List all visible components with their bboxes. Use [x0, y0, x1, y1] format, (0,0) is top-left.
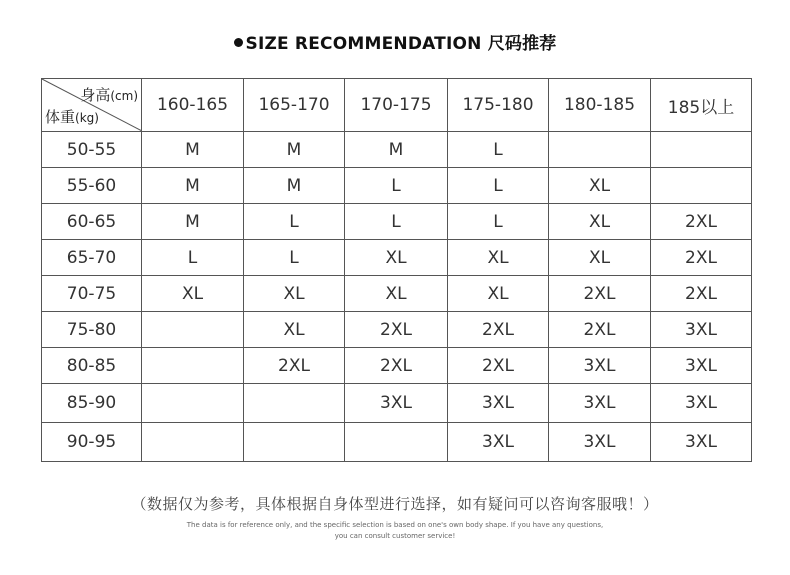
size-cell: XL: [448, 240, 549, 276]
weight-cell: 65-70: [42, 240, 142, 276]
size-cell: XL: [345, 240, 448, 276]
size-cell: L: [448, 132, 549, 168]
weight-axis-label: 体重(kg): [45, 108, 99, 126]
size-cell: 2XL: [448, 312, 549, 348]
size-cell: [651, 168, 752, 204]
size-cell: XL: [244, 312, 345, 348]
weight-cell: 85-90: [42, 384, 142, 423]
size-cell: 3XL: [651, 312, 752, 348]
height-header-cell: 160-165: [142, 79, 244, 132]
table-row: [42, 276, 752, 312]
size-cell: 3XL: [448, 384, 549, 423]
size-cell: L: [448, 204, 549, 240]
title-text: SIZE RECOMMENDATION 尺码推荐: [245, 34, 557, 54]
size-cell: 2XL: [549, 312, 651, 348]
height-header-cell: 175-180: [448, 79, 549, 132]
size-cell: L: [244, 240, 345, 276]
size-cell: XL: [345, 276, 448, 312]
size-cell: [142, 384, 244, 423]
size-cell: L: [244, 204, 345, 240]
size-cell: 2XL: [651, 240, 752, 276]
size-cell: M: [142, 168, 244, 204]
size-cell: 2XL: [345, 348, 448, 384]
table-row: [42, 348, 752, 384]
size-cell: 3XL: [651, 348, 752, 384]
size-cell: L: [345, 168, 448, 204]
size-cell: 3XL: [549, 384, 651, 423]
size-cell: 2XL: [651, 204, 752, 240]
weight-cell: 70-75: [42, 276, 142, 312]
size-cell: XL: [549, 168, 651, 204]
page-title: [0, 29, 790, 54]
size-cell: [651, 132, 752, 168]
size-cell: M: [142, 132, 244, 168]
table-row: [42, 132, 752, 168]
height-header-cell: 165-170: [244, 79, 345, 132]
weight-cell: 50-55: [42, 132, 142, 168]
size-cell: M: [142, 204, 244, 240]
weight-cell: 60-65: [42, 204, 142, 240]
size-cell: [244, 384, 345, 423]
height-header-cell: 170-175: [345, 79, 448, 132]
note-english-line1: The data is for reference only, and the specific selection is based on one's own body shape. If you have any questions,: [186, 521, 604, 529]
table-row: [42, 168, 752, 204]
size-cell: [244, 423, 345, 462]
size-cell: 2XL: [549, 276, 651, 312]
note-english: [0, 520, 790, 542]
header-row: [42, 79, 752, 132]
size-cell: [345, 423, 448, 462]
size-cell: 3XL: [549, 348, 651, 384]
height-axis-label: 身高(cm): [80, 86, 138, 104]
size-cell: L: [448, 168, 549, 204]
size-cell: 3XL: [448, 423, 549, 462]
size-cell: 3XL: [345, 384, 448, 423]
weight-cell: 75-80: [42, 312, 142, 348]
size-cell: [549, 132, 651, 168]
size-chart-table: [41, 78, 752, 462]
size-cell: [142, 348, 244, 384]
table-row: [42, 312, 752, 348]
weight-cell: 90-95: [42, 423, 142, 462]
size-cell: 2XL: [651, 276, 752, 312]
height-header-cell: 185以上: [651, 79, 752, 132]
size-cell: L: [142, 240, 244, 276]
size-cell: [142, 312, 244, 348]
corner-cell: [42, 79, 142, 132]
size-cell: 2XL: [448, 348, 549, 384]
size-cell: M: [345, 132, 448, 168]
size-cell: M: [244, 168, 345, 204]
note-chinese: （数据仅为参考，具体根据自身体型进行选择，如有疑问可以咨询客服哦！）: [131, 495, 659, 513]
bullet-icon: [234, 38, 243, 47]
size-cell: XL: [549, 240, 651, 276]
size-cell: XL: [448, 276, 549, 312]
size-cell: XL: [549, 204, 651, 240]
size-cell: XL: [142, 276, 244, 312]
size-cell: 3XL: [651, 384, 752, 423]
height-header-cell: 180-185: [549, 79, 651, 132]
size-cell: M: [244, 132, 345, 168]
size-cell: XL: [244, 276, 345, 312]
size-cell: 2XL: [345, 312, 448, 348]
table-row: [42, 204, 752, 240]
note-english-line2: you can consult customer service!: [334, 532, 456, 540]
size-cell: L: [345, 204, 448, 240]
size-cell: [142, 423, 244, 462]
table-row: [42, 240, 752, 276]
table-row: [42, 384, 752, 423]
size-cell: 3XL: [651, 423, 752, 462]
weight-cell: 80-85: [42, 348, 142, 384]
size-cell: 3XL: [549, 423, 651, 462]
size-cell: 2XL: [244, 348, 345, 384]
table-row: [42, 423, 752, 462]
weight-cell: 55-60: [42, 168, 142, 204]
